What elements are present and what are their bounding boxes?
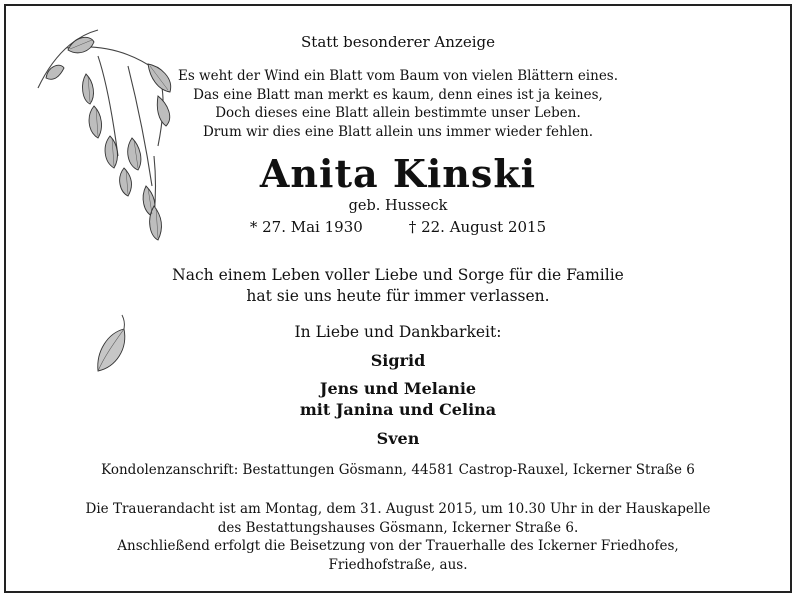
obituary-notice xyxy=(4,4,792,593)
poem-line: Doch dieses eine Blatt allein bestimmte unser Leben. xyxy=(215,105,581,121)
mourner-name: mit Janina und Celina xyxy=(299,400,497,419)
condolence-address: Kondolenzanschrift: Bestattungen Gösmann, 44581 Castrop-Rauxel, Ickerner Straße 6 xyxy=(101,462,695,478)
notice-header: Statt besonderer Anzeige xyxy=(301,33,495,51)
life-dates xyxy=(6,218,790,236)
thanks-line: In Liebe und Dankbarkeit: xyxy=(294,323,502,341)
birth-name: geb. Husseck xyxy=(348,198,448,214)
poem-line: Es weht der Wind ein Blatt vom Baum von vielen Blättern eines. xyxy=(177,68,619,84)
poem-line: Das eine Blatt man merkt es kaum, denn eines ist ja keines, xyxy=(193,86,603,103)
mourner-name: Jens und Melanie xyxy=(319,379,477,398)
mourner-group xyxy=(6,378,790,420)
service-line: des Bestattungshauses Gösmann, Ickerner Straße 6. xyxy=(217,519,579,536)
service-info xyxy=(6,500,790,574)
death-date: † 22. August 2015 xyxy=(408,218,547,236)
mourner-name: Sven xyxy=(376,429,420,448)
service-line: Friedhofstraße, aus. xyxy=(328,556,468,573)
farewell-text xyxy=(6,265,790,307)
service-line: Die Trauerandacht ist am Montag, dem 31. August 2015, um 10.30 Uhr in der Hauskapelle xyxy=(85,501,711,517)
service-line: Anschließend erfolgt die Beisetzung von der Trauerhalle des Ickerner Friedhofes, xyxy=(117,538,679,554)
birth-date: * 27. Mai 1930 xyxy=(249,218,363,236)
farewell-line: hat sie uns heute für immer verlassen. xyxy=(246,287,550,305)
mourner-name: Sigrid xyxy=(370,351,426,370)
deceased-name: Anita Kinski xyxy=(259,151,537,196)
farewell-line: Nach einem Leben voller Liebe und Sorge für die Familie xyxy=(172,266,624,284)
poem-line: Drum wir dies eine Blatt allein uns immer wieder fehlen. xyxy=(202,123,593,140)
poem xyxy=(6,67,790,141)
